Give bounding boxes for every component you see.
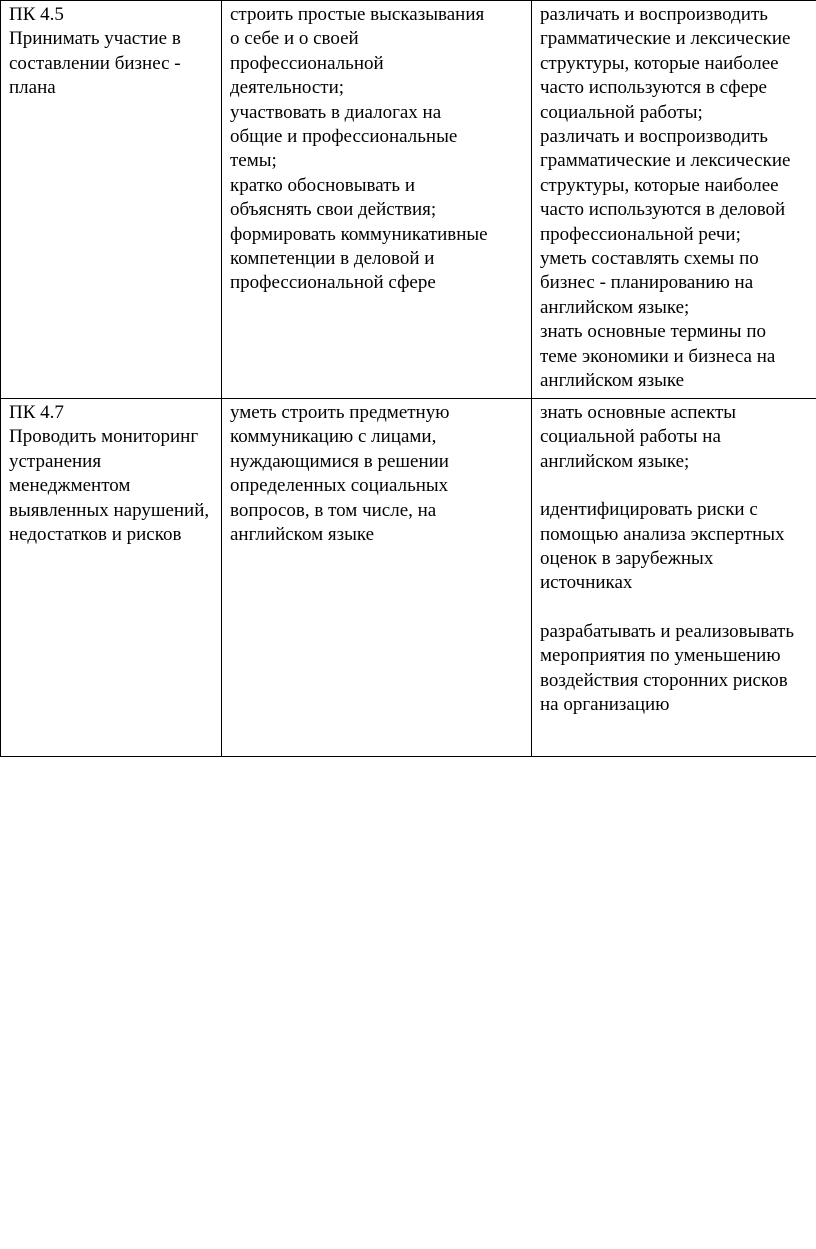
knowledge-line: структуры, которые наиболее — [540, 52, 779, 74]
skills-line: кратко обосновывать и — [230, 174, 416, 196]
knowledge-line: различать и воспроизводить — [540, 4, 768, 25]
knowledge-line: оценок в зарубежных — [540, 548, 714, 570]
competency-title: Проводить мониторинг устранения менеджментом выявленных нарушений, недостатков и рисков — [9, 426, 210, 546]
competency-code: ПК 4.5 — [9, 4, 64, 25]
skills-line: профессиональной сфере — [230, 272, 436, 294]
knowledge-cell — [532, 399, 816, 757]
knowledge-line: различать и воспроизводить — [540, 126, 768, 148]
skills-line: темы; — [230, 150, 277, 172]
skills-cell — [222, 399, 532, 757]
competency-title: Принимать участие в составлении бизнес - плана — [9, 28, 181, 99]
skills-text: уметь строить предметную коммуникацию с лицами, нуждающимися в решении определенных социальных вопросов, в том числе, на английском языке — [230, 402, 450, 546]
knowledge-line: грамматические и лексические — [540, 28, 791, 50]
knowledge-line: социальной работы на — [540, 426, 721, 448]
knowledge-line: разрабатывать и реализовывать — [540, 620, 795, 642]
knowledge-line: социальной работы; — [540, 101, 703, 123]
skills-line: общие и профессиональные — [230, 126, 458, 148]
knowledge-line: теме экономики и бизнеса на — [540, 345, 776, 367]
knowledge-line: бизнес - планированию на — [540, 272, 754, 294]
knowledge-line: идентифицировать риски с — [540, 499, 758, 521]
paragraph-gap — [540, 474, 816, 498]
skills-line: о себе и о своей — [230, 28, 359, 50]
skills-line: объяснять свои действия; — [230, 199, 437, 221]
skills-line: деятельности; — [230, 77, 345, 99]
knowledge-line: на организацию — [540, 694, 670, 716]
knowledge-line: воздействия сторонних рисков — [540, 669, 788, 691]
skills-line: профессиональной — [230, 52, 384, 74]
knowledge-line: английском языке; — [540, 450, 690, 472]
knowledge-line: английском языке; — [540, 296, 690, 318]
skills-line: формировать коммуникативные — [230, 223, 488, 245]
knowledge-line: помощью анализа экспертных — [540, 523, 785, 545]
competency-cell — [1, 399, 222, 757]
knowledge-line: структуры, которые наиболее — [540, 174, 779, 196]
knowledge-line: часто используются в деловой — [540, 199, 786, 221]
knowledge-line: знать основные аспекты — [540, 402, 737, 423]
competency-cell — [1, 1, 222, 399]
competency-code: ПК 4.7 — [9, 402, 64, 423]
knowledge-line: грамматические и лексические — [540, 150, 791, 172]
paragraph-gap — [540, 596, 816, 620]
knowledge-line: знать основные термины по — [540, 321, 766, 343]
knowledge-line: уметь составлять схемы по — [540, 248, 759, 270]
knowledge-line: английском языке — [540, 370, 685, 392]
skills-line: строить простые высказывания — [230, 4, 485, 25]
skills-cell — [222, 1, 532, 399]
knowledge-line: часто используются в сфере — [540, 77, 767, 99]
skills-line: участвовать в диалогах на — [230, 101, 442, 123]
knowledge-line: мероприятия по уменьшению — [540, 645, 781, 667]
table-row — [1, 399, 816, 757]
knowledge-line: источниках — [540, 572, 633, 594]
skills-line: компетенции в деловой и — [230, 248, 435, 270]
table-row — [1, 1, 816, 399]
knowledge-line: профессиональной речи; — [540, 223, 741, 245]
knowledge-cell — [532, 1, 816, 399]
